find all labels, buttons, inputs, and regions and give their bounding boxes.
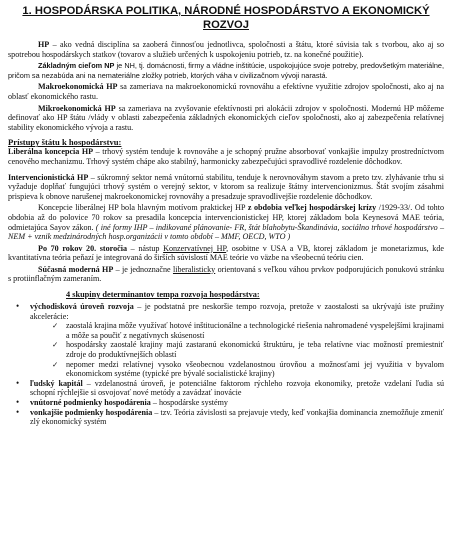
paragraph-np-goal: Základným cieľom NP je NH, tj. domácnosti, firmy a vládne inštitúcie, uspokojujúce svoje potreby, predovšetkým materiálne, pričom sa nezabúda ani na nemateriálne zložky potrieb, ktorých váha v civilizačnom vývoji narastá. (8, 61, 444, 80)
list-item: • vnútorné podmienky hospodárenia – hospodárske systémy (8, 398, 444, 408)
term-after-70s: Po 70 rokov 20. storočia (38, 243, 128, 253)
paragraph-micro-hp: Mikroekonomická HP sa zameriava na zvyšovanie efektívnosti pri alokácii zdrojov v spoločnosti. Modernú HP môžeme definovať ako HP štátu /vlády v oblasti zabezpečenia základných ekonomických cieľov spoločnosti, ako aj zabezpečenia relatívnej stability ekonomického vývoja a rastu. (8, 103, 445, 132)
page-title: 1. HOSPODÁRSKA POLITIKA, NÁRODNÉ HOSPODÁRSTVO A EKONOMICKÝ ROZVOJ (22, 5, 430, 31)
list-item: • vonkajšie podmienky hospodárenia – tzv. Teória závislosti sa prejavuje vtedy, keď vonkajšia dominancia znemožňuje zmeniť zlý ekonomický systém (8, 408, 444, 427)
term-np-goal: Základným cieľom NP (38, 61, 115, 71)
paragraph-keynes: Koncepcie liberálnej HP bola hlavným motívom praktickej HP z obdobia veľkej hospodárskej krízy /1929-33/. Od tohto obdobia až do polovice 70 rokov sa presadila koncepcia intervencionistickej HP, ktorej základom bola Keynesová MAE teória, odmietajúca Sayov zákon. ( iné formy IHP – indikované plánovanie- FR, štát blahobytu-Škandinávia, sociálno trhové hospodárstvo – NEM + vznik medzinárodných hosp.organizácii v tomto období – MMF, OECD, WTO ) (8, 203, 444, 242)
term-great-depression: z obdobia veľkej hospodárskej krízy (247, 203, 377, 213)
term-liberal: Liberálna koncepcia HP (8, 147, 94, 157)
list-item: • východisková úroveň rozvoja – je podstatná pre neskoršie tempo rozvoja, pretože v zaostalosti sa ukrývajú iste pružiny akcelerácie: ✓ zaostalá krajina môže využívať hotové inštitucionálne a technologické riešenia nahromadené vyspelejšími krajinami a môže sa poučiť z negatívnych skúseností ✓ hospodársky zaostalé krajiny majú zastaranú ekonomickú štruktúru, je teba relatívne viac možností premiestniť zdroje do produktívnejších oblastí ✓ nepomer medzi relatívnej vysoko všeobecnou vzdelanostnou úrovňou a možnosťami jej využitia v byvalom ekonomickom systéme (typické pre bývalé socialistické krajiny) (8, 302, 444, 379)
note-ihp-forms: ( iné formy IHP – indikované plánovanie- FR, štát blahobytu-Škandinávia, sociálno trhové hospodárstvo – NEM + vznik medzinárodných hosp.organizácii v tomto období – MMF, OECD, WTO ) (8, 222, 444, 242)
sub-list-item: ✓ nepomer medzi relatívnej vysoko všeobecnou vzdelanostnou úrovňou a možnosťami jej využitia v byvalom ekonomickom systéme (typické pre bývalé socialistické krajiny) (30, 360, 444, 379)
term-micro-hp: Mikroekonomická HP (38, 103, 116, 113)
term-conservative-hp: Konzervatívnej HP (163, 243, 227, 253)
term-macro-hp: Makroekonomická HP (38, 82, 118, 92)
determinants-list (8, 302, 444, 427)
term-interventionist: Intervencionistická HP (8, 172, 89, 182)
paragraph-macro-hp: Makroekonomická HP sa zameriava na makroekonomickú rovnováhu a efektívne využitie zdrojov spoločnosti, ako aj na oblasť ekonomického rastu. (8, 82, 444, 101)
sub-list-item: ✓ hospodársky zaostalé krajiny majú zastaranú ekonomickú štruktúru, je teba relatívne viac možností premiestniť zdroje do produktívnejších oblastí (30, 340, 444, 359)
paragraph-after-70s: Po 70 rokov 20. storočia – nástup Konzervatívnej HP, osobitne v USA a VB, ktorej základom je monetarizmus, kde kvantitatívna teória peňazí je integrovaná do širších súvislostí MAE teórie vo väzbe na všeobecnú teóriu cien. (8, 243, 444, 263)
paragraph-modern-hp: Súčasná moderná HP – je jednoznačne liberalisticky orientovaná s veľkou váhou prvkov podporujúcich ponukovú stránku s protiinflačným zameraním. (8, 264, 444, 284)
term-modern-hp: Súčasná moderná HP (38, 264, 114, 274)
paragraph-hp-definition: HP – ako vedná disciplína sa zaoberá činnosťou jednotlivca, spoločnosti a štátu, ktoré súvisia tak s tvorbou, ako aj so spotrebou hospodárskych statkov (tovarov a služieb určených k uspokojeniu potrieb, tz. na konečné použitie). (8, 40, 444, 59)
paragraph-liberal: Liberálna koncepcia HP – trhový systém tenduje k rovnováhe a je schopný pružne absorbovať vonkajšie impulzy prostredníctvom cenového mechanizmu. Trhový systém chápe ako stabilný, harmonicky zabezpečujúci spravodlivé rozdelenie dôchodkov. (8, 147, 444, 166)
section-heading-approaches: Prístupy štátu k hospodárstvu: (8, 137, 122, 148)
list-item: • ľudský kapitál – vzdelanostná úroveň, je potenciálne faktorom rýchleho rozvoja ekonomiky, pretože vzdelaní ľudia sú schopní rýchlejšie si osvojovať nové metódy a zavádzať inovácie (8, 379, 444, 398)
term-hp: HP (38, 40, 50, 49)
acceleration-sublist (30, 321, 444, 379)
section-heading-determinants: 4 skupiny determinantov tempa rozvoja hospodárstva: (66, 290, 260, 300)
term-liberalistic: liberalisticky (172, 264, 216, 274)
sub-list-item: ✓ zaostalá krajina môže využívať hotové inštitucionálne a technologické riešenia nahromadené vyspelejšími krajinami a môže sa poučiť z negatívnych skúseností (30, 321, 444, 340)
paragraph-interventionist: Intervencionistická HP – súkromný sektor nemá vnútornú stabilitu, tenduje k nerovnováhym stavom a preto tzv. zlyhávanie trhu si vyžaduje doplňať fungujúci trhový systém o verejný sektor, v ktorom sa realizuje štátny intervencionizmus. Štát svojím zásahmi prispieva k obnove narušenej makroekonomickej rovnováhy a presadzuje spravodlivejšie rozdelenie dôchodkov. (8, 172, 444, 201)
